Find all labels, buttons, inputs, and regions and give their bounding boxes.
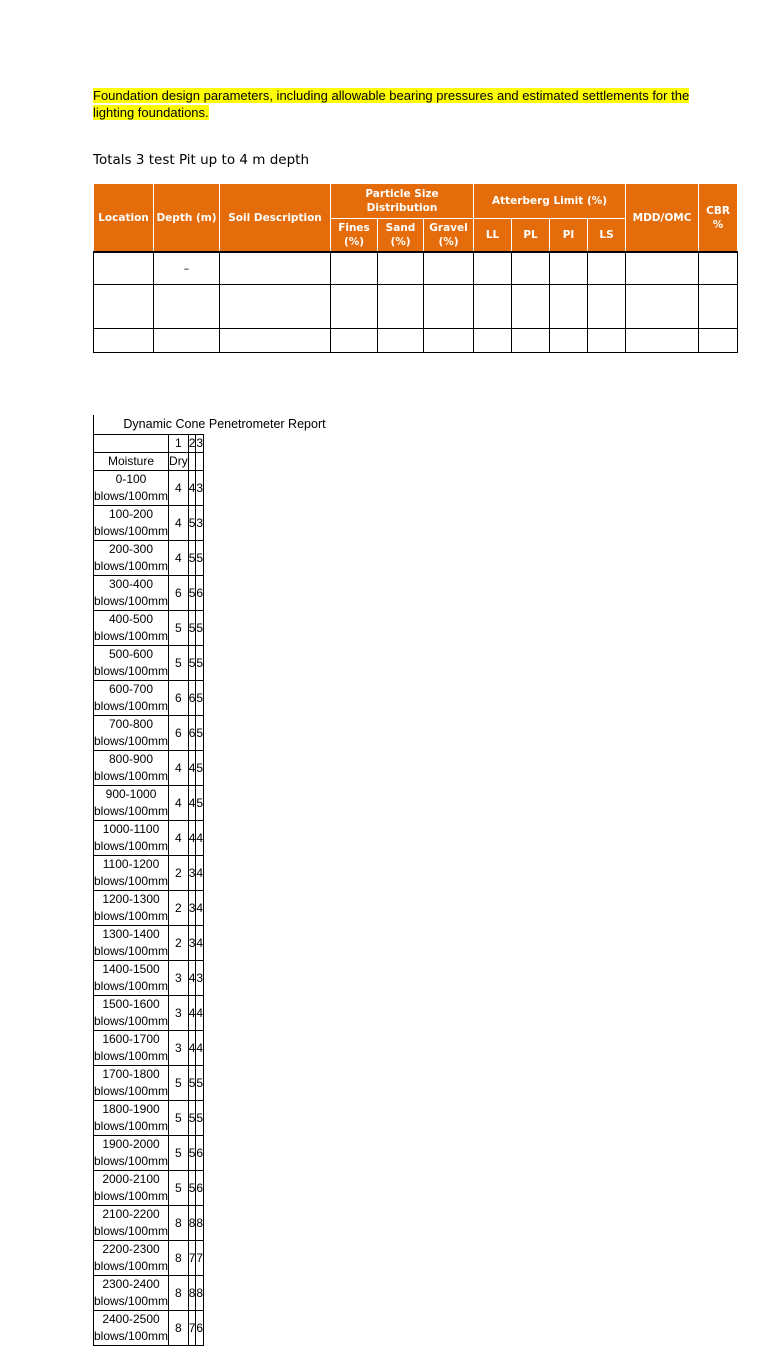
dcp-value-3: 4 (196, 821, 204, 856)
table-cell (331, 252, 378, 285)
table-cell (512, 252, 550, 285)
dcp-row (94, 506, 204, 541)
table-cell (626, 329, 699, 353)
dcp-value-3: 5 (196, 1066, 204, 1101)
dcp-value-3: 4 (196, 996, 204, 1031)
header-atterberg: Atterberg Limit (%) (474, 184, 626, 219)
dcp-value-2: 3 (188, 926, 196, 961)
dcp-row (94, 646, 204, 681)
dcp-depth-label: 400-500 blows/100mm (94, 611, 169, 646)
header-location: Location (94, 184, 154, 253)
header-gravel: Gravel (%) (424, 219, 474, 253)
dcp-row (94, 751, 204, 786)
dcp-value-1: 4 (169, 506, 189, 541)
table-cell (154, 329, 220, 353)
dcp-depth-label: 1200-1300 blows/100mm (94, 891, 169, 926)
dcp-depth-label: 500-600 blows/100mm (94, 646, 169, 681)
header-cbr: CBR % (699, 184, 738, 253)
dcp-value-1: 5 (169, 1171, 189, 1206)
dcp-row (94, 1206, 204, 1241)
dcp-row (94, 1241, 204, 1276)
dcp-value-1: 8 (169, 1206, 189, 1241)
table-cell (699, 329, 738, 353)
table-cell (94, 252, 154, 285)
header-pl: PL (512, 219, 550, 253)
moisture-value-2 (188, 453, 196, 471)
table-cell (699, 252, 738, 285)
dcp-depth-label: 2200-2300 blows/100mm (94, 1241, 169, 1276)
table-cell (474, 252, 512, 285)
dcp-moisture-row (94, 453, 204, 471)
dcp-value-2: 5 (188, 541, 196, 576)
dcp-value-3: 3 (196, 961, 204, 996)
dcp-depth-label: 700-800 blows/100mm (94, 716, 169, 751)
dcp-row (94, 576, 204, 611)
dcp-value-2: 4 (188, 751, 196, 786)
dcp-value-2: 7 (188, 1311, 196, 1346)
table-cell (378, 285, 424, 329)
dcp-value-1: 2 (169, 891, 189, 926)
dcp-value-1: 4 (169, 821, 189, 856)
dcp-row (94, 1171, 204, 1206)
dcp-row (94, 1101, 204, 1136)
dcp-depth-label: 600-700 blows/100mm (94, 681, 169, 716)
dcp-value-2: 3 (188, 891, 196, 926)
moisture-label: Moisture (94, 453, 169, 471)
dcp-row (94, 471, 204, 506)
table-cell (220, 329, 331, 353)
dcp-value-1: 6 (169, 681, 189, 716)
table-cell (588, 329, 626, 353)
dcp-value-2: 4 (188, 961, 196, 996)
dcp-value-1: 5 (169, 1136, 189, 1171)
dcp-value-3: 6 (196, 576, 204, 611)
dcp-depth-label: 1900-2000 blows/100mm (94, 1136, 169, 1171)
dcp-value-2: 4 (188, 996, 196, 1031)
header-soil-description: Soil Description (220, 184, 331, 253)
table-cell (588, 252, 626, 285)
depth-cell: – (154, 252, 220, 285)
dcp-value-1: 5 (169, 1101, 189, 1136)
dcp-depth-label: 1400-1500 blows/100mm (94, 961, 169, 996)
header-pi: PI (550, 219, 588, 253)
dcp-value-2: 5 (188, 646, 196, 681)
table-cell (588, 285, 626, 329)
dcp-value-3: 7 (196, 1241, 204, 1276)
dcp-value-3: 4 (196, 926, 204, 961)
table-cell (94, 285, 154, 329)
dcp-depth-label: 0-100 blows/100mm (94, 471, 169, 506)
table-cell (550, 329, 588, 353)
table-cell (699, 285, 738, 329)
dcp-value-2: 8 (188, 1206, 196, 1241)
table-row (94, 285, 738, 329)
dcp-row (94, 996, 204, 1031)
dcp-value-1: 4 (169, 751, 189, 786)
dcp-value-1: 2 (169, 856, 189, 891)
dcp-col-3: 3 (196, 435, 204, 453)
dcp-value-2: 5 (188, 1171, 196, 1206)
dcp-value-3: 8 (196, 1206, 204, 1241)
dcp-depth-label: 200-300 blows/100mm (94, 541, 169, 576)
dcp-value-3: 4 (196, 1031, 204, 1066)
dcp-row (94, 1276, 204, 1311)
dcp-value-1: 5 (169, 1066, 189, 1101)
table-cell (550, 285, 588, 329)
dcp-depth-label: 800-900 blows/100mm (94, 751, 169, 786)
dcp-depth-label: 1500-1600 blows/100mm (94, 996, 169, 1031)
dcp-depth-label: 300-400 blows/100mm (94, 576, 169, 611)
test-pit-subtitle: Totals 3 test Pit up to 4 m depth (93, 152, 310, 168)
dcp-row (94, 961, 204, 996)
header-sand: Sand (%) (378, 219, 424, 253)
dcp-value-2: 5 (188, 506, 196, 541)
dcp-value-1: 3 (169, 961, 189, 996)
moisture-value-3 (196, 453, 204, 471)
dcp-col-2: 2 (188, 435, 196, 453)
dcp-depth-label: 1300-1400 blows/100mm (94, 926, 169, 961)
dcp-value-1: 6 (169, 576, 189, 611)
dcp-row (94, 926, 204, 961)
table-cell (550, 252, 588, 285)
dcp-row (94, 611, 204, 646)
dcp-depth-label: 2000-2100 blows/100mm (94, 1171, 169, 1206)
dcp-depth-label: 2300-2400 blows/100mm (94, 1276, 169, 1311)
dcp-row (94, 541, 204, 576)
header-fines: Fines (%) (331, 219, 378, 253)
dcp-title: Dynamic Cone Penetrometer Report (93, 415, 355, 434)
dcp-depth-label: 1600-1700 blows/100mm (94, 1031, 169, 1066)
dcp-value-1: 8 (169, 1311, 189, 1346)
table-cell (378, 329, 424, 353)
dcp-depth-label: 1000-1100 blows/100mm (94, 821, 169, 856)
dcp-header-blank (94, 435, 169, 453)
header-ll: LL (474, 219, 512, 253)
table-row (94, 252, 738, 285)
dcp-depth-label: 100-200 blows/100mm (94, 506, 169, 541)
dcp-value-3: 5 (196, 716, 204, 751)
header-depth: Depth (m) (154, 184, 220, 253)
dcp-value-3: 6 (196, 1136, 204, 1171)
moisture-value-1: Dry (169, 453, 189, 471)
dcp-value-2: 5 (188, 1136, 196, 1171)
header-ls: LS (588, 219, 626, 253)
dcp-value-3: 3 (196, 506, 204, 541)
table-cell (626, 285, 699, 329)
dcp-value-2: 3 (188, 856, 196, 891)
dcp-depth-label: 1100-1200 blows/100mm (94, 856, 169, 891)
dcp-value-1: 3 (169, 1031, 189, 1066)
dcp-value-1: 8 (169, 1276, 189, 1311)
table-cell (424, 252, 474, 285)
soil-parameters-table (93, 183, 738, 353)
dcp-value-2: 6 (188, 716, 196, 751)
dcp-row (94, 821, 204, 856)
dcp-depth-label: 1800-1900 blows/100mm (94, 1101, 169, 1136)
dcp-value-3: 5 (196, 541, 204, 576)
header-mdd-omc: MDD/OMC (626, 184, 699, 253)
dcp-value-1: 4 (169, 471, 189, 506)
dcp-row (94, 1311, 204, 1346)
dcp-depth-label: 2100-2200 blows/100mm (94, 1206, 169, 1241)
dcp-value-3: 5 (196, 751, 204, 786)
dcp-row (94, 1066, 204, 1101)
dcp-value-2: 5 (188, 576, 196, 611)
dcp-col-1: 1 (169, 435, 189, 453)
dcp-value-3: 8 (196, 1276, 204, 1311)
table-row (94, 329, 738, 353)
dcp-value-1: 3 (169, 996, 189, 1031)
dcp-row (94, 1031, 204, 1066)
header-particle-size: Particle Size Distribution (331, 184, 474, 219)
dcp-value-1: 4 (169, 541, 189, 576)
dcp-depth-label: 900-1000 blows/100mm (94, 786, 169, 821)
dcp-value-1: 8 (169, 1241, 189, 1276)
table-cell (474, 285, 512, 329)
table-cell (220, 252, 331, 285)
dcp-value-1: 5 (169, 611, 189, 646)
dcp-value-3: 5 (196, 1101, 204, 1136)
dcp-column-header-row (94, 435, 204, 453)
dcp-depth-label: 2400-2500 blows/100mm (94, 1311, 169, 1346)
intro-highlight: Foundation design parameters, including allowable bearing pressures and estimated settlements for the lighting foundations. (93, 88, 690, 120)
dcp-row (94, 1136, 204, 1171)
table-cell (474, 329, 512, 353)
dcp-value-2: 6 (188, 681, 196, 716)
table-cell (424, 285, 474, 329)
table-cell (512, 329, 550, 353)
dcp-value-1: 2 (169, 926, 189, 961)
dcp-value-1: 6 (169, 716, 189, 751)
dcp-table (93, 434, 204, 1346)
table-cell (94, 329, 154, 353)
dcp-value-3: 6 (196, 1171, 204, 1206)
dcp-value-1: 4 (169, 786, 189, 821)
dcp-value-3: 5 (196, 611, 204, 646)
table-cell (154, 285, 220, 329)
dcp-value-2: 5 (188, 1101, 196, 1136)
dcp-value-3: 5 (196, 681, 204, 716)
dcp-value-2: 7 (188, 1241, 196, 1276)
dcp-depth-label: 1700-1800 blows/100mm (94, 1066, 169, 1101)
dcp-value-2: 4 (188, 821, 196, 856)
dcp-value-3: 4 (196, 891, 204, 926)
dcp-value-2: 4 (188, 1031, 196, 1066)
dcp-value-2: 5 (188, 611, 196, 646)
intro-paragraph (93, 87, 693, 121)
table-cell (331, 329, 378, 353)
dcp-value-2: 5 (188, 1066, 196, 1101)
dcp-row (94, 786, 204, 821)
dcp-value-3: 5 (196, 646, 204, 681)
dcp-row (94, 716, 204, 751)
dcp-value-1: 5 (169, 646, 189, 681)
table-cell (626, 252, 699, 285)
table-cell (220, 285, 331, 329)
dcp-value-3: 6 (196, 1311, 204, 1346)
dcp-row (94, 891, 204, 926)
table-cell (424, 329, 474, 353)
table-cell (378, 252, 424, 285)
dcp-value-2: 8 (188, 1276, 196, 1311)
dcp-value-3: 5 (196, 786, 204, 821)
dcp-value-2: 4 (188, 786, 196, 821)
table-cell (331, 285, 378, 329)
dcp-value-3: 4 (196, 856, 204, 891)
dcp-value-2: 4 (188, 471, 196, 506)
dcp-row (94, 681, 204, 716)
dcp-value-3: 3 (196, 471, 204, 506)
dcp-row (94, 856, 204, 891)
table-cell (512, 285, 550, 329)
